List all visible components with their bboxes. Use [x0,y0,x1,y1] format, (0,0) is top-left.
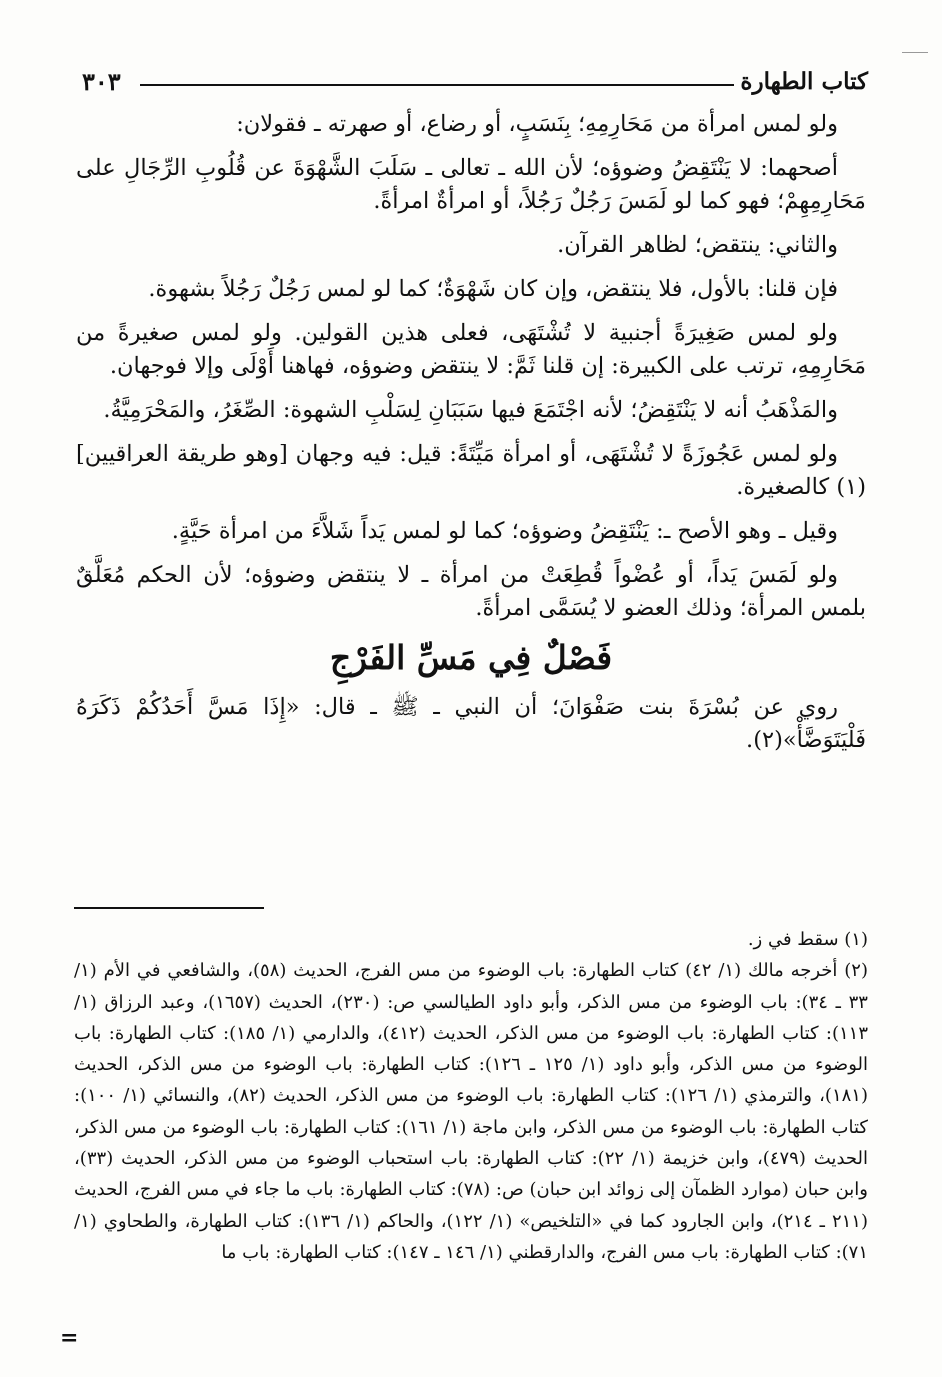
section-heading: فَصْلٌ فِي مَسِّ الفَرْجِ [329,638,613,677]
paragraph: وقيل ـ وهو الأصح ـ: يَنْتَقِضُ وضوؤه؛ كما لو لمس يَداً شَلاَّءَ من امرأة حَيَّةٍ. [171,518,838,544]
paragraph: فإن قلنا: بالأول، فلا ينتقض، وإن كان شَهْوَةٌ؛ كما لو لمس رَجُلٌ رَجُلاً بشهوة. [148,276,838,302]
page-edge-mark [902,52,928,53]
footnote-2: (٢) أخرجه مالك (١/ ٤٢) كتاب الطهارة: باب الوضوء من مس الفرج، الحديث (٥٨)، والشافعي في الأم (١/ ٣٣ ـ ٣٤): باب الوضوء من مس الذكر، وأبو داود الطيالسي ص: (٢٣٠)، الحديث (١٦٥٧)، وعبد الرزاق (١/ ١١٣): كتاب الطهارة: باب الوضوء من مس الذكر، الحديث (٤١٢)، والدارمي (١/ ١٨٥): كتاب الطهارة: باب الوضوء من مس الذكر، وأبو داود (١/ ١٢٥ ـ ١٢٦): كتاب الطهارة: باب الوضوء من مس الذكر، الحديث (١٨١)، والترمذي (١/ ١٢٦): كتاب الطهارة: باب الوضوء من مس الذكر، الحديث (٨٢)، والنسائي (١/ ١٠٠): كتاب الطهارة: باب الوضوء من مس الذكر، وابن ماجة (١/ ١٦١): كتاب الطهارة: باب الوضوء من مس الذكر، الحديث (٤٧٩)، وابن خزيمة (١/ ٢٢): كتاب الطهارة: باب استحباب الوضوء من مس الذكر، الحديث (٣٣)، وابن حبان (موارد الظمآن إلى زوائد ابن حبان) ص: (٧٨): كتاب الطهارة: باب ما جاء في مس الفرج، الحديث (٢١١ ـ ٢١٤)، وابن الجارود كما في «التلخيص» (١/ ١٢٢)، والحاكم (١/ ١٣٦): كتاب الطهارة، والطحاوي (١/ ٧١): كتاب الطهارة: باب مس الفرج، والدارقطني (١/ ١٤٦ ـ ١٤٧): كتاب الطهارة: باب ما [74,960,869,1263]
header-rule [140,84,734,86]
running-header [82,60,868,104]
paragraph: ولو لَمَسَ يَداً، أو عُضْواً قُطِعَتْ من امرأة ـ لا ينتقض وضوؤه؛ لأن الحكم مُعَلَّقٌ بلمس المرأة؛ وذلك العضو لا يُسَمَّى امرأةً. [76,562,866,621]
paragraph: ولو لمس صَغِيرَةً أجنبية لا تُشْتَهَى، فعلى هذين القولين. ولو لمس صغيرةً من مَحَارِمِهِ، ترتب على الكبيرة: إن قلنا ثَمَّ: لا ينتقض وضوؤه، فهاهنا أَوْلَى وإلا فوجهان. [76,320,866,379]
paragraph: ولو لمس امرأة من مَحَارِمِهِ؛ بِنَسَبٍ، أو رضاع، أو صهرته ـ فقولان: [236,111,838,137]
paragraph: روي عن بُسْرَةَ بنت صَفْوَانَ؛ أن النبي ـ ﷺ ـ قال: «إِذَا مَسَّ أَحَدُكُمْ ذَكَرَهُ فَلْيَتَوَضَّأْ»(٢). [76,694,866,753]
paragraph: والمَذْهَبُ أنه لا يَنْتَقِضُ؛ لأنه اجْتَمَعَ فيها سَبَبَانِ لِسَلْبِ الشهوة: الصِّغَرُ، والمَحْرَمِيَّةُ. [103,397,838,423]
paragraph: والثاني: ينتقض؛ لظاهر القرآن. [557,232,838,258]
continuation-mark: = [60,1325,79,1351]
footnote-1: (١) سقط في ز. [747,929,868,950]
paragraph: ولو لمس عَجُوزَةً لا تُشْتَهَى، أو امرأة مَيِّتَةً: قيل: فيه وجهان [وهو طريقة العراقيين](١) كالصغيرة. [76,441,866,500]
paragraph: أصحهما: لا يَنْتَقِضُ وضوؤه؛ لأن الله ـ تعالى ـ سَلَبَ الشَّهْوَةَ عن قُلُوبِ الرِّجَالِ على مَحَارِمِهِمْ؛ فهو كما لو لَمَسَ رَجُلٌ رَجُلاً، أو امرأةٌ امرأةً. [76,155,866,214]
footnotes [74,924,868,1268]
book-title: كتاب الطهارة [740,68,868,95]
page-number: ٣٠٣ [82,67,121,96]
main-text [76,108,866,768]
footnote-rule [74,907,264,909]
